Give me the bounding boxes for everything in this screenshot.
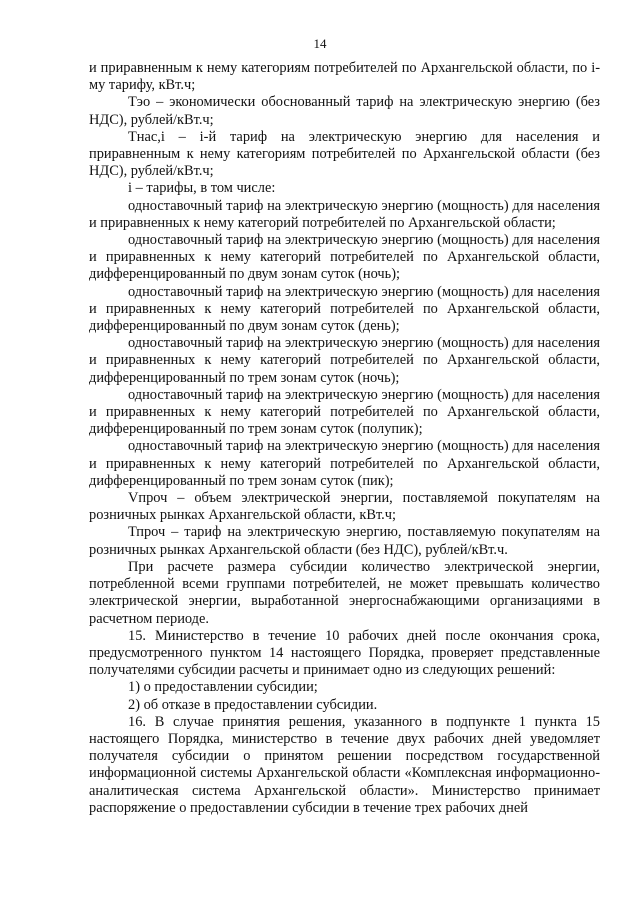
paragraph: 2) об отказе в предоставлении субсидии.: [128, 696, 378, 713]
paragraph: Тнас,i – i-й тариф на электрическую энергию для населения и приравненным к нему категориям потребителей по Архангельской области (без НДС), рублей/кВт.ч;: [89, 128, 600, 180]
paragraph: 16. В случае принятия решения, указанного в подпункте 1 пункта 15 настоящего Порядка, министерство в течение двух рабочих дней уведомляет получателя субсидии о принятом решении посредством государственной информационной системы Архангельской области «Комплексная информационно-аналитическая система Архангельской области». Министерство принимает распоряжение о предоставлении субсидии в течение трех рабочих дней: [89, 713, 600, 816]
paragraph: одноставочный тариф на электрическую энергию (мощность) для населения и приравненных к нему категорий потребителей по Архангельской области, дифференцированный по двум зонам суток (день);: [89, 283, 600, 335]
paragraph: Vпроч – объем электрической энергии, поставляемой покупателям на розничных рынках Архангельской области, кВт.ч;: [89, 490, 600, 524]
page-number: 14: [313, 36, 327, 51]
document-body: [89, 60, 600, 817]
paragraph: одноставочный тариф на электрическую энергию (мощность) для населения и приравненных к нему категорий потребителей по Архангельской области, дифференцированный по трем зонам суток (полупик);: [89, 386, 600, 438]
paragraph: i – тарифы, в том числе:: [128, 180, 276, 197]
paragraph: 1) о предоставлении субсидии;: [128, 679, 318, 696]
paragraph: Тэо – экономически обоснованный тариф на электрическую энергию (без НДС), рублей/кВт.ч;: [89, 94, 600, 128]
paragraph: При расчете размера субсидии количество электрической энергии, потребленной всеми группами потребителей, не может превышать количество электрической энергии, выработанной энергоснабжающими организациями в расчетном периоде.: [89, 558, 600, 627]
paragraph: и приравненным к нему категориям потребителей по Архангельской области, по i-му тарифу, кВт.ч;: [89, 60, 600, 94]
paragraph: Тпроч – тариф на электрическую энергию, поставляемую покупателям на розничных рынках Архангельской области (без НДС), рублей/кВт.ч.: [89, 524, 600, 558]
paragraph: одноставочный тариф на электрическую энергию (мощность) для населения и приравненных к нему категорий потребителей по Архангельской области, дифференцированный по трем зонам суток (пик);: [89, 438, 600, 489]
paragraph: одноставочный тариф на электрическую энергию (мощность) для населения и приравненных к нему категорий потребителей по Архангельской области, дифференцированный по трем зонам суток (ночь);: [89, 335, 600, 386]
paragraph: одноставочный тариф на электрическую энергию (мощность) для населения и приравненных к нему категорий потребителей по Архангельской области, дифференцированный по двум зонам суток (ночь);: [89, 232, 600, 283]
paragraph: одноставочный тариф на электрическую энергию (мощность) для населения и приравненных к нему категорий потребителей по Архангельской области;: [89, 197, 600, 231]
paragraph: 15. Министерство в течение 10 рабочих дней после окончания срока, предусмотренного пунктом 14 настоящего Порядка, проверяет представленные получателями субсидии расчеты и принимает одно из следующих решений:: [89, 627, 600, 679]
